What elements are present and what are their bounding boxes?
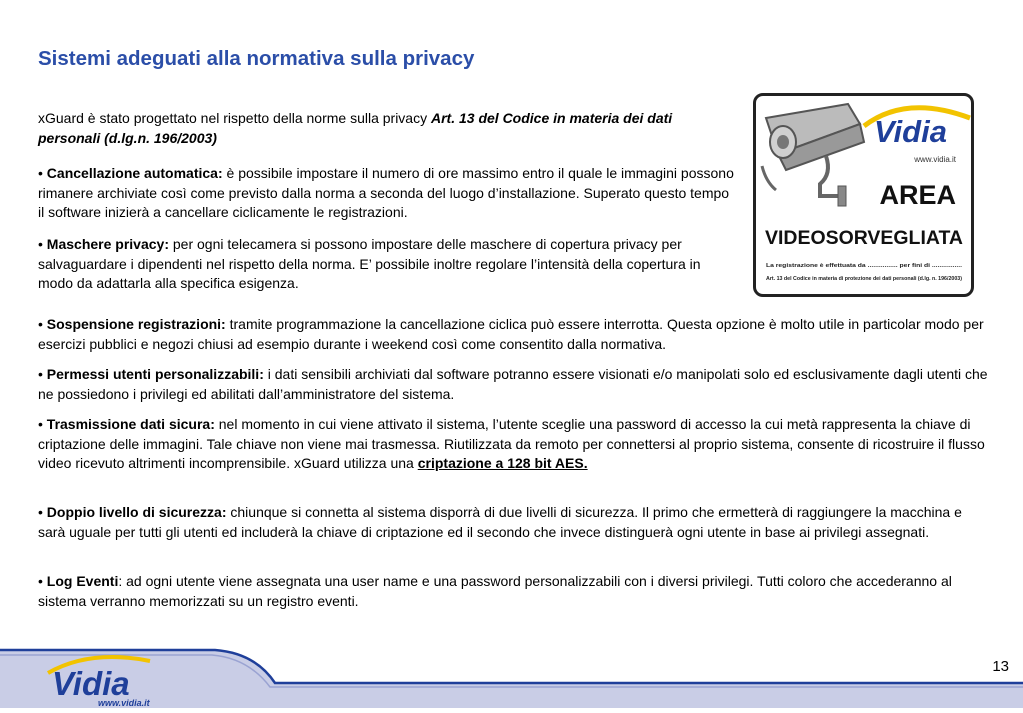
sign-note-2: Art. 13 del Codice in materia di protezione dei dati personali (d.lg. n. 196/2003) [766,276,963,282]
page-title: Sistemi adeguati alla normativa sulla privacy [38,47,475,70]
bullet-text: è possibile impostare il numero di ore massimo entro il quale le immagini possono rimanere archiviate così come previsto dalla norma a seconda del luogo d’installazione. Superato questo tempo il software inizierà a cancellare ciclicamente le registrazioni. [38,165,734,220]
bullet-term: Trasmissione dati sicura: [46,416,215,432]
bullet-maschere [38,235,738,294]
bullet-mark: • [38,366,43,382]
bullet-text: nel momento in cui viene attivato il sistema, l’utente sceglie una password di accesso la cui metà rappresenta la chiave di criptazione delle immagini. Tale chiave non viene mai trasmessa. Riutilizzata da remoto per connettersi al proprio sistema, consente di ricostruire il flusso video ricevuto altrimenti incomprensibile. xGuard utilizza una [38,416,985,471]
vidia-sign-logo [864,108,970,164]
bullet-mark: • [38,504,43,520]
bullet-term: Permessi utenti personalizzabili: [46,366,264,382]
footer-band [0,645,1023,708]
bullet-term: Log Eventi [46,573,119,589]
footer [0,645,1023,708]
bullet-mark: • [38,165,43,181]
sign-note-1: La registrazione è effettuata da ................ per fini di ................ [766,263,963,269]
page-number: 13 [992,658,1009,675]
bullet-text: i dati sensibili archiviati dal software potranno essere visionati e/o manipolati solo ed esclusivamente dagli utenti che ne possiedono i privilegi ed abilitati dall’amministratore del sistema. [38,366,988,402]
bullet-text: : ad ogni utente viene assegnata una user name e una password personalizzabili con i diversi privilegi. Tutti coloro che accederanno al sistema verranno memorizzati su un registro eventi. [38,573,952,609]
footer-url: www.vidia.it [98,698,150,708]
aes-link[interactable]: criptazione a 128 bit AES. [417,455,588,471]
bullet-doppio-livello [38,503,988,542]
bullet-text: per ogni telecamera si possono impostare delle maschere di copertura privacy per salvaguardare i dipendenti nel rispetto della norma. E’ possibile inoltre regolare l’intensità della copertura in modo da adattarla alla specifica esigenza. [38,236,701,291]
bullet-mark: • [38,236,43,252]
bullet-text: chiunque si connetta al sistema disporrà di due livelli di sicurezza. Il primo che ermetterà di raggiungere la macchina e sarà uguale per tutti gli utenti ed includerà la chiave di criptazione ed il secondo che invece distinguerà ogni utente in base ai privilegi assegnati. [38,504,962,540]
camera-icon [762,104,864,206]
footer-brand: Vidia [52,665,130,702]
bullet-mark: • [38,573,43,589]
intro-text: xGuard è stato progettato nel rispetto della norme sulla privacy [38,110,431,126]
sign-brand: Vidia [874,114,947,149]
bullet-sospensione [38,315,988,354]
bullet-term: Sospensione registrazioni: [46,316,226,332]
videosorveglianza-sign [753,93,974,297]
sign-graphic [756,96,971,294]
sign-url: www.vidia.it [914,155,956,164]
bullet-cancellazione [38,164,738,223]
intro-law-reference: Art. 13 del Codice in materia dei dati personali (d.lg.n. 196/2003) [38,110,673,146]
bullet-term: Maschere privacy: [46,236,169,252]
bullet-log-eventi [38,572,988,611]
sign-videosorvegliata-text: VIDEOSORVEGLIATA [765,228,964,249]
bullet-text: tramite programmazione la cancellazione ciclica può essere interrotta. Questa opzione è molto utile in particolar modo per esercizi pubblici e negozi chiusi ad esempio durante i weekend così come consentito dalla normativa. [38,316,984,352]
bullet-term: Doppio livello di sicurezza: [46,504,227,520]
bullet-term: Cancellazione automatica: [46,165,223,181]
bullet-mark: • [38,416,43,432]
bullet-trasmissione [38,415,988,474]
sign-area-text: AREA [879,180,956,210]
bullet-mark: • [38,316,43,332]
bullet-permessi [38,365,988,404]
intro-paragraph [38,109,728,148]
